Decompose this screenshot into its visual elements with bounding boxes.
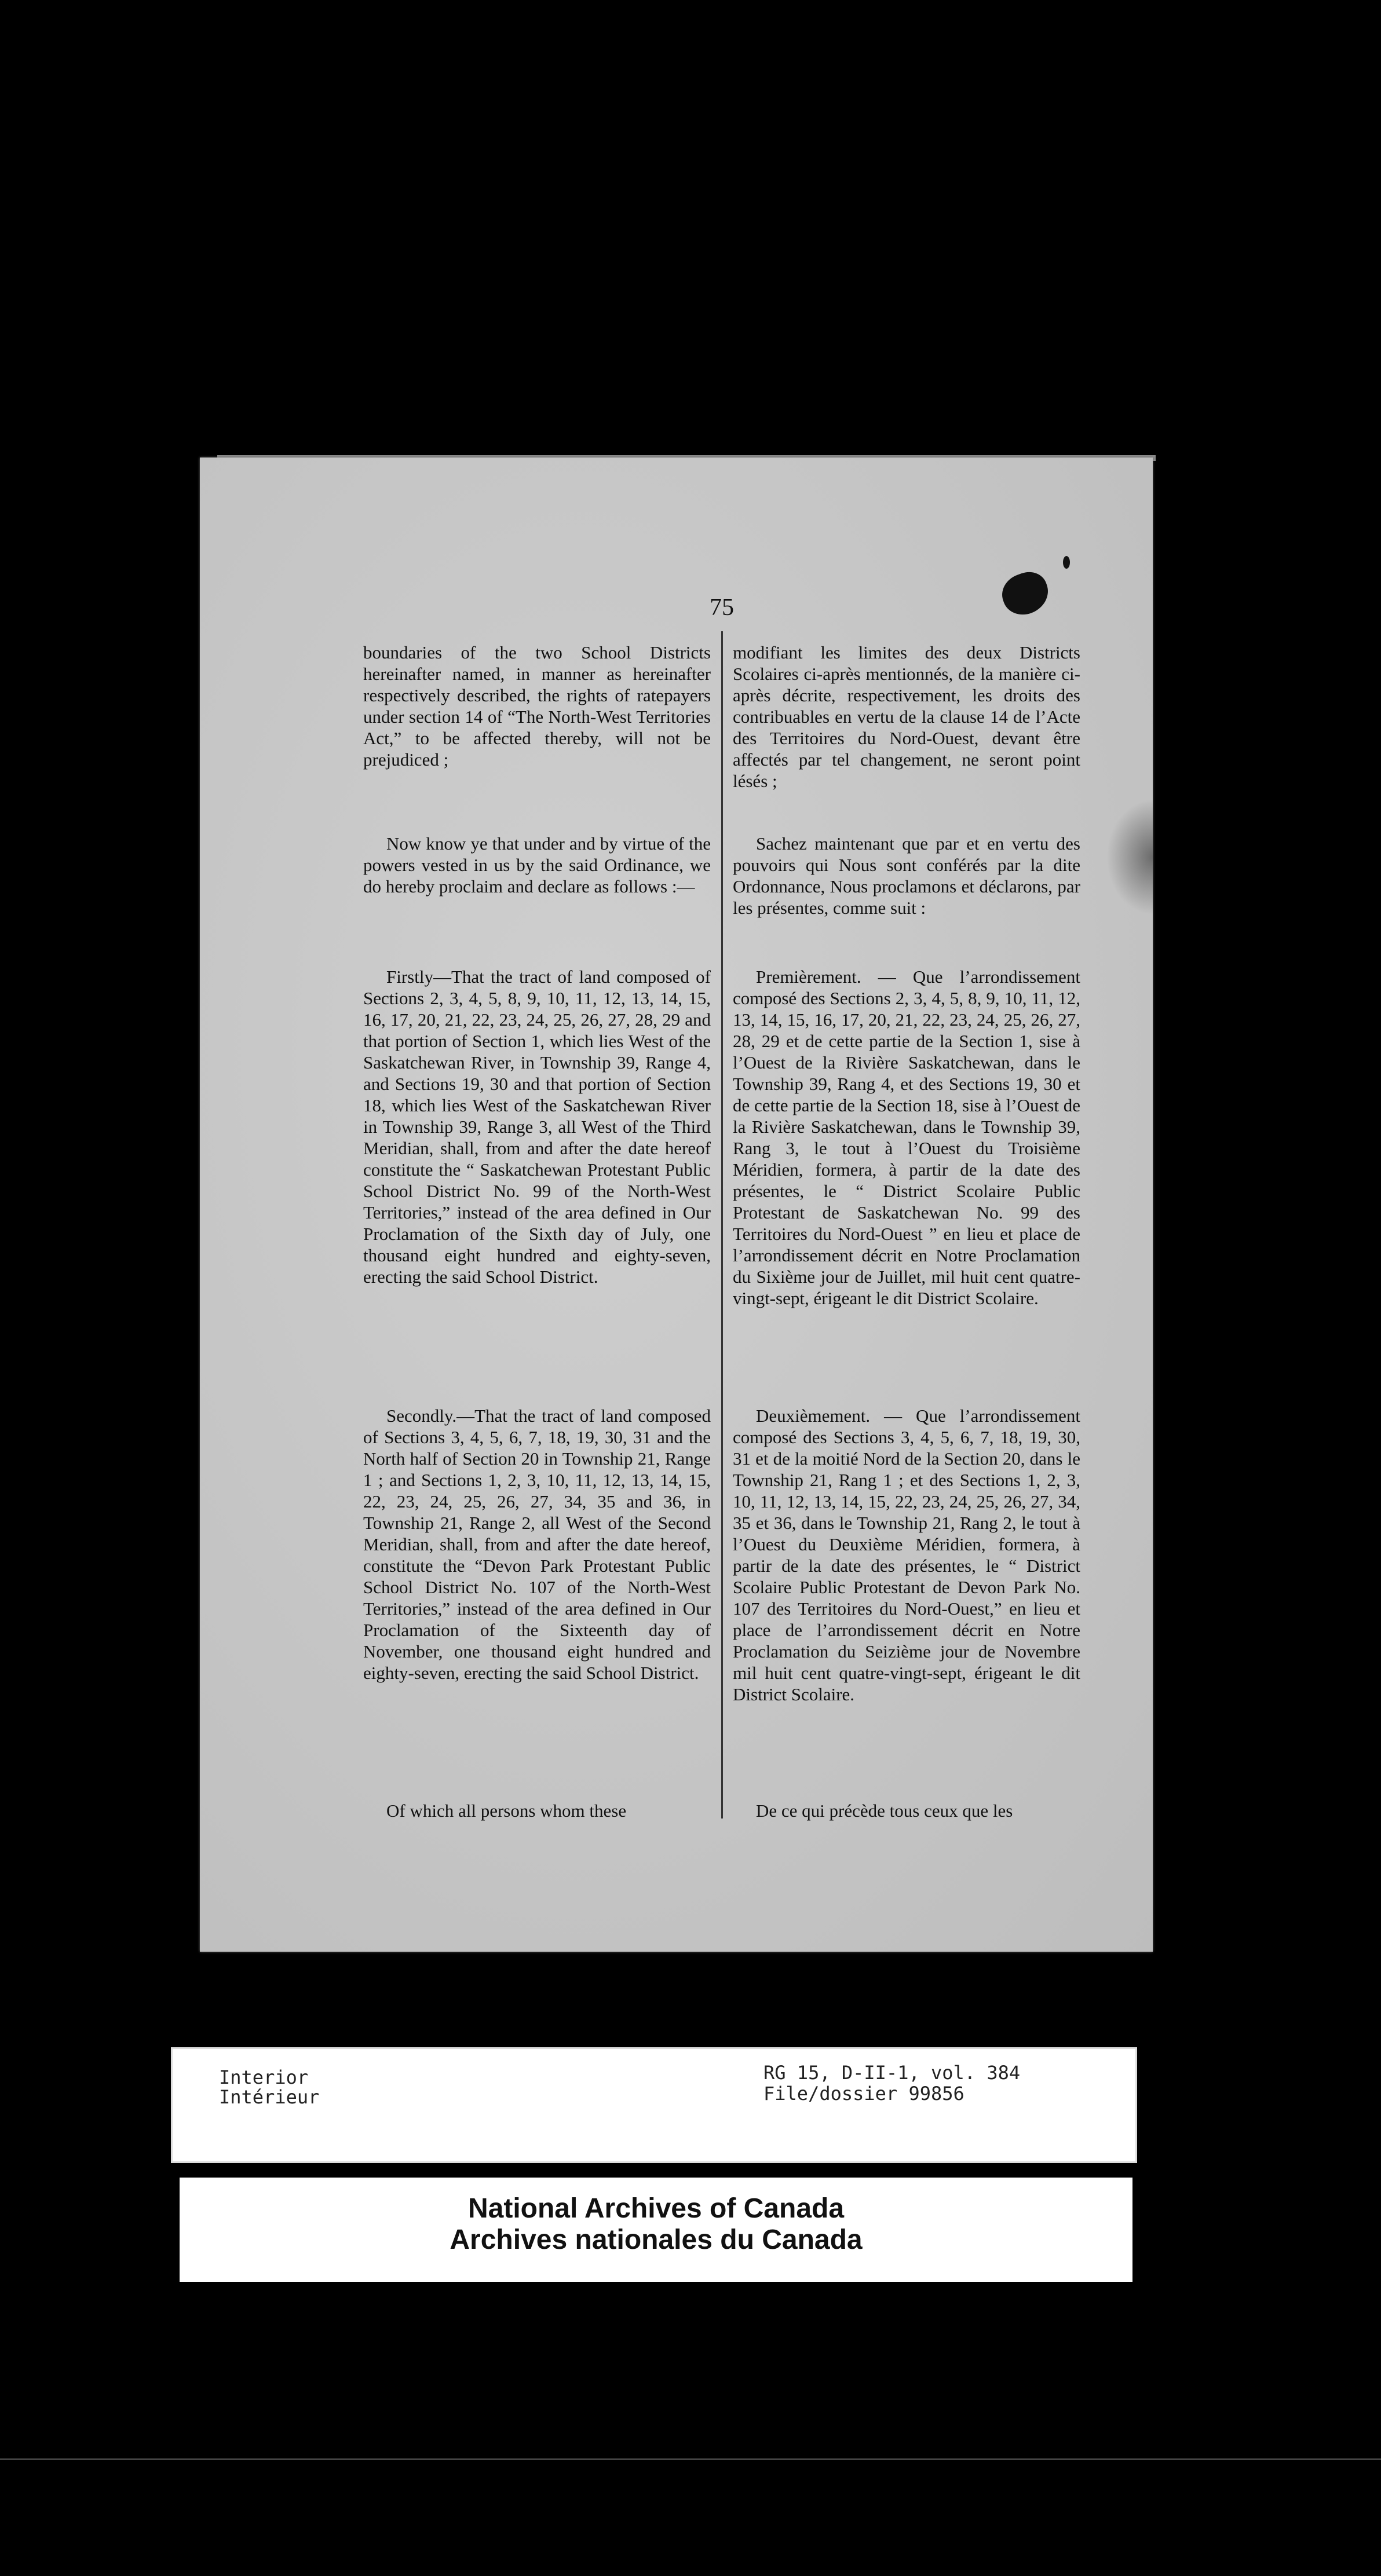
- column-divider: [721, 631, 723, 1818]
- french-paragraph-2: Sachez maintenant que par et en vertu des pouvoirs qui Nous sont conférés par la dite Ordonnance, Nous proclamons et déclarons, par les présentes, comme suit :: [733, 833, 1080, 918]
- ink-speck: [1063, 556, 1070, 569]
- record-group-reference: RG 15, D-II-1, vol. 384: [763, 2062, 1021, 2084]
- document-page: [200, 458, 1153, 1952]
- ink-blot: [996, 566, 1054, 620]
- english-paragraph-secondly: Secondly.—That the tract of land composed of Sections 3, 4, 5, 6, 7, 18, 19, 30, 31 and the North half of Section 20 in Township 21, Range 1 ; and Sections 1, 2, 3, 10, 11, 12, 13, 14, 15, 22, 23, 24, 25, 26, 27, 34, 35 and 36, in Township 21, Range 2, all West of the Second Meridian, shall, from and after the date hereof, constitute the “Devon Park Protestant Public School District No. 107 of the North-West Territories,” instead of the area defined in Our Proclamation of the Sixteenth day of November, one thousand eight hundred and eighty-seven, erecting the said School District.: [363, 1406, 711, 1683]
- french-paragraph-closing: De ce qui précède tous ceux que les: [756, 1801, 1013, 1821]
- archive-name-french: Archives nationales du Canada: [450, 2224, 863, 2255]
- french-paragraph-1: modifiant les limites des deux Districts Scolaires ci-après mentionnés, de la manière ci-après décrite, respectivement, les droits des contribuables en vertu de la clause 14 de l’Acte des Territoires du Nord-Ouest, devant être affectés par tel changement, ne seront point lésés ;: [733, 642, 1080, 791]
- archive-name-banner: [180, 2178, 1132, 2282]
- department-french: Intérieur: [219, 2086, 320, 2108]
- archive-name-english: National Archives of Canada: [467, 2193, 845, 2224]
- english-paragraph-closing: Of which all persons whom these: [386, 1801, 627, 1821]
- page-number: 75: [710, 594, 734, 621]
- english-paragraph-1: boundaries of the two School Districts hereinafter named, in manner as hereinafter respectively described, the rights of ratepayers under section 14 of “The North-West Territories Act,” to be affected thereby, will not be prejudiced ;: [363, 642, 711, 770]
- french-paragraph-deuxiemement: Deuxièmement. — Que l’arrondissement composé des Sections 3, 4, 5, 6, 7, 18, 19, 30, 31 et de la moitié Nord de la Section 20, dans le Township 21, Rang 1 ; et des Sections 1, 2, 3, 10, 11, 12, 13, 14, 15, 22, 23, 24, 25, 26, 27, 34, 35 et 36, dans le Township 21, Rang 2, le tout à l’Ouest du Deuxième Méridien, formera, à partir de la date des présentes, le “ District Scolaire Public Protestant de Devon Park No. 107 des Territoires du Nord-Ouest,” en lieu et place de l’arrondissement décrit en Notre Proclamation du Seizième jour de Novembre mil huit cent quatre-vingt-sept, érigeant le dit District Scolaire.: [733, 1406, 1080, 1704]
- file-reference: File/dossier 99856: [763, 2083, 964, 2105]
- english-paragraph-2: Now know ye that under and by virtue of the powers vested in us by the said Ordinance, we do hereby proclaim and declare as follows :—: [363, 833, 711, 897]
- french-paragraph-premierement: Premièrement. — Que l’arrondissement composé des Sections 2, 3, 4, 5, 8, 9, 10, 11, 12, 13, 14, 15, 16, 17, 20, 21, 22, 23, 24, 25, 26, 27, 28, 29 et de cette partie de la Section 1, sise à l’Ouest de la Rivière Saskatchewan, dans le Township 39, Rang 4, et des Sections 19, 30 et de cette partie de la Section 18, sise à l’Ouest de la Rivière Saskatchewan, dans le Township 39, Rang 3, le tout à l’Ouest du Troisième Méridien, formera, à partir de la date des présentes, le “ District Scolaire Public Protestant de Saskatchewan No. 99 des Territoires du Nord-Ouest ” en lieu et place de l’arrondissement décrit en Notre Proclamation du Sixième jour de Juillet, mil huit cent quatre-vingt-sept, érigeant le dit District Scolaire.: [733, 967, 1080, 1308]
- page-edge-stain: [1106, 799, 1153, 915]
- english-paragraph-firstly: Firstly—That the tract of land composed of Sections 2, 3, 4, 5, 8, 9, 10, 11, 12, 13, 14, 15, 16, 17, 20, 21, 22, 23, 24, 25, 26, 27, 28, 29 and that portion of Section 1, which lies West of the Saskatchewan River, in Township 39, Range 4, and Sections 19, 30 and that portion of Section 18, which lies West of the Saskatchewan River in Township 39, Range 3, all West of the Third Meridian, shall, from and after the date hereof constitute the “ Saskatchewan Protestant Public School District No. 99 of the North-West Territories,” instead of the area defined in Our Proclamation of the Sixth day of July, one thousand eight hundred and eighty-seven, erecting the said School District.: [363, 967, 711, 1287]
- film-frame-line: [0, 2458, 1381, 2460]
- department-english: Interior: [219, 2066, 309, 2088]
- archive-reference-label: [171, 2047, 1137, 2163]
